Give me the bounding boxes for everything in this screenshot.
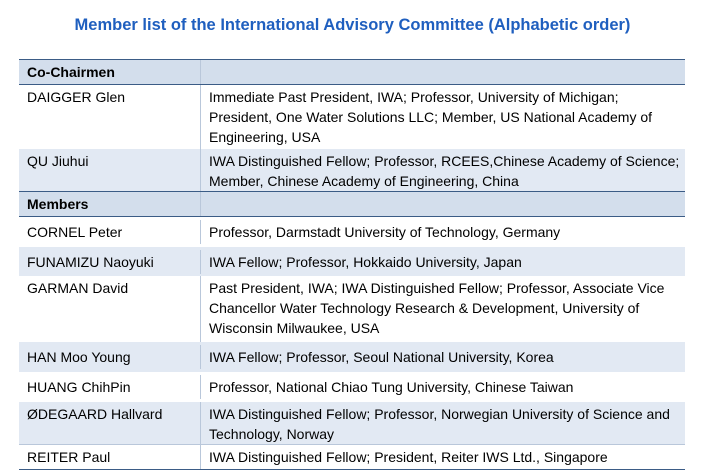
table-row bbox=[19, 372, 685, 402]
member-name: ØDEGAARD Hallvard bbox=[19, 402, 201, 444]
member-name: CORNEL Peter bbox=[19, 220, 201, 244]
table-row bbox=[19, 85, 685, 149]
table-row bbox=[19, 342, 685, 372]
member-name: REITER Paul bbox=[19, 445, 201, 469]
member-name: DAIGGER Glen bbox=[19, 85, 201, 149]
table-row bbox=[19, 402, 685, 444]
member-description: IWA Distinguished Fellow; Professor, RCEES,Chinese Academy of Science; Member, Chinese Academy of Engineering, China bbox=[209, 153, 680, 189]
section-heading: Members bbox=[19, 192, 201, 216]
member-description: IWA Fellow; Professor, Hokkaido University, Japan bbox=[209, 253, 522, 270]
member-description: Past President, IWA; IWA Distinguished Fellow; Professor, Associate Vice Chancellor Water Technology Research & Development, University of Wisconsin Milwaukee, USA bbox=[209, 280, 665, 336]
member-name: HAN Moo Young bbox=[19, 345, 201, 369]
table-row bbox=[19, 276, 685, 342]
table-row bbox=[19, 247, 685, 276]
member-name: HUANG ChihPin bbox=[19, 375, 201, 399]
member-description: Professor, National Chiao Tung University, Chinese Taiwan bbox=[209, 379, 574, 395]
table-row bbox=[19, 149, 685, 191]
section-header-co-chairmen bbox=[19, 60, 685, 85]
page-title: Member list of the International Advisory Committee (Alphabetic order) bbox=[74, 16, 631, 34]
member-name: FUNAMIZU Naoyuki bbox=[19, 250, 201, 274]
member-name: GARMAN David bbox=[19, 276, 201, 342]
member-description: Professor, Darmstadt University of Technology, Germany bbox=[209, 224, 561, 240]
committee-table bbox=[19, 59, 685, 470]
member-description: IWA Distinguished Fellow; President, Reiter IWS Ltd., Singapore bbox=[209, 449, 608, 465]
member-description: IWA Distinguished Fellow; Professor, Norwegian University of Science and Technology, Norway bbox=[209, 406, 670, 442]
table-row bbox=[19, 444, 685, 469]
section-heading: Co-Chairmen bbox=[19, 60, 201, 84]
section-header-members bbox=[19, 191, 685, 217]
member-description: Immediate Past President, IWA; Professor, University of Michigan; President, One Water Solutions LLC; Member, US National Academy of Engineering, USA bbox=[209, 89, 653, 145]
member-description: IWA Fellow; Professor, Seoul National University, Korea bbox=[209, 349, 554, 365]
table-row bbox=[19, 217, 685, 247]
member-name: QU Jiuhui bbox=[19, 149, 201, 191]
